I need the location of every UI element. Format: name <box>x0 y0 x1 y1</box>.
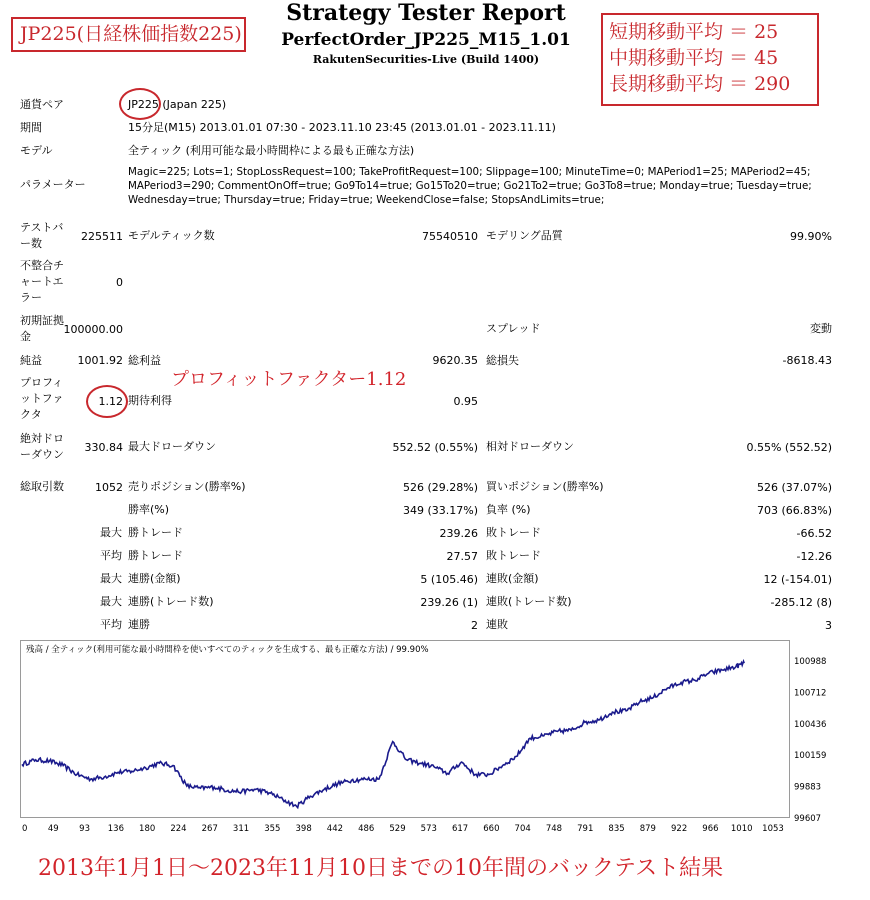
deposit-label-2: 金 <box>20 330 31 343</box>
consec-losses-trades-label: 連敗(トレード数) <box>486 595 572 608</box>
params-line-1: Magic=225; Lots=1; StopLossRequest=100; TakeProfitRequest=100; Slippage=100; MinuteTime=0; MAPeriod1=25; MAPeriod2=45; <box>128 166 811 178</box>
model-value: 全ティック (利用可能な最小時間枠による最も正確な方法) <box>128 144 415 157</box>
x-tick-label: 136 <box>107 824 124 834</box>
x-tick-label: 0 <box>22 824 28 834</box>
short-positions-value: 526 (29.28%) <box>402 481 478 494</box>
balance-chart-frame <box>20 640 790 818</box>
period-value: 15分足(M15) 2013.01.01 07:30 - 2023.11.10 23:45 (2013.01.01 - 2023.11.11) <box>128 121 556 134</box>
largest-win-value: 239.26 <box>439 527 478 540</box>
report-title: Strategy Tester Report <box>286 0 566 26</box>
avg-win-label: 勝トレード <box>128 549 183 562</box>
max-consec-trades-prefix: 最大 <box>100 595 122 608</box>
ma-long-text: 長期移動平均 ＝ 290 <box>609 73 791 95</box>
avg-win-value: 27.57 <box>446 550 478 563</box>
spread-value: 変動 <box>810 322 832 335</box>
consec-losses-money-value: 12 (-154.01) <box>763 573 832 586</box>
pf-label-1: プロフィ <box>20 376 64 389</box>
largest-loss-value: -66.52 <box>796 527 832 540</box>
x-tick-label: 1010 <box>730 824 753 834</box>
model-label: モデル <box>20 144 53 157</box>
expected-payoff-value: 0.95 <box>453 395 478 408</box>
abs-dd-label-2: ーダウン <box>20 448 64 461</box>
quality-label: モデリング品質 <box>486 229 563 242</box>
x-tick-label: 922 <box>671 824 688 834</box>
avg-consec-losses-value: 3 <box>825 619 832 632</box>
x-tick-label: 180 <box>139 824 156 834</box>
average-prefix: 平均 <box>100 549 122 562</box>
largest-prefix: 最大 <box>100 526 122 539</box>
max-consec-money-prefix: 最大 <box>100 572 122 585</box>
y-tick-label: 100988 <box>794 657 827 667</box>
mismatch-label-3: ラー <box>20 291 42 304</box>
ticks-value: 75540510 <box>422 230 478 243</box>
x-tick-label: 49 <box>47 824 59 834</box>
x-tick-label: 311 <box>232 824 250 834</box>
y-tick-label: 100436 <box>794 719 827 730</box>
mismatch-label-1: 不整合チ <box>20 259 64 272</box>
consec-wins-trades-value: 239.26 (1) <box>420 596 478 609</box>
loss-rate-label: 負率 (%) <box>486 503 531 516</box>
avg-consec-wins-label: 連勝 <box>128 618 150 631</box>
ticks-label: モデルティック数 <box>128 229 215 242</box>
params-line-3: Wednesday=true; Thursday=true; Friday=true; WeekendClose=false; StopsAndLimits=true; <box>128 194 605 206</box>
pf-label-3: クタ <box>20 408 42 421</box>
chart-title: 残高 / 全ティック(利用可能な最小時間枠を使いすべてのティックを生成する、最も正確な方法) / 99.90% <box>26 645 429 655</box>
x-tick-label: 791 <box>577 824 594 834</box>
x-tick-label: 267 <box>201 824 218 834</box>
gross-loss-label: 総損失 <box>486 354 519 367</box>
avg-consec-wins-value: 2 <box>471 619 478 632</box>
y-tick-label: 100159 <box>794 751 827 762</box>
x-tick-label: 486 <box>358 824 375 834</box>
x-tick-label: 1053 <box>762 824 784 834</box>
total-trades-value: 1052 <box>95 481 123 494</box>
symbol-rest: (Japan 225) <box>158 98 227 111</box>
symbol-annotation-box: JP225(日経株価指数225) <box>11 17 246 52</box>
x-tick-label: 224 <box>170 824 187 834</box>
expected-payoff-label: 期待利得 <box>128 394 172 407</box>
consec-wins-trades-label: 連勝(トレード数) <box>128 595 214 608</box>
bars-label-2: ー数 <box>20 237 42 250</box>
y-tick-label: 99883 <box>794 782 822 793</box>
deposit-label-1: 初期証拠 <box>20 314 64 327</box>
pf-label-2: ットファ <box>20 392 64 405</box>
max-dd-label: 最大ドローダウン <box>128 440 216 453</box>
footer-annotation: 2013年1月1日～2023年11月10日までの10年間のバックテスト結果 <box>38 856 724 881</box>
gross-profit-value: 9620.35 <box>432 354 478 367</box>
gross-profit-label: 総利益 <box>128 354 161 367</box>
ma-mid-text: 中期移動平均 ＝ 45 <box>609 47 779 69</box>
net-profit-label: 純益 <box>20 354 42 367</box>
params-label: パラメーター <box>20 178 86 191</box>
consec-wins-money-label: 連勝(金額) <box>128 572 181 585</box>
params-line-2: MAPeriod3=290; CommentOnOff=true; Go9To14=true; Go15To20=true; Go21To2=true; Go3To8=true; Monday=true; Tuesday=true; <box>128 180 812 192</box>
x-tick-label: 660 <box>483 824 500 834</box>
symbol-code: JP225 <box>128 98 159 111</box>
pf-value: 1.12 <box>98 395 123 408</box>
long-positions-label: 買いポジション(勝率%) <box>486 480 604 493</box>
long-positions-value: 526 (37.07%) <box>756 481 832 494</box>
quality-value: 99.90% <box>790 230 832 243</box>
pf-annotation: プロフィットファクター1.12 <box>171 369 407 390</box>
consec-losses-money-label: 連敗(金額) <box>486 572 539 585</box>
x-tick-label: 835 <box>608 824 625 834</box>
loss-rate-value: 703 (66.83%) <box>756 504 832 517</box>
abs-dd-label-1: 絶対ドロ <box>20 432 64 445</box>
deposit-value: 100000.00 <box>63 323 123 336</box>
net-profit-value: 1001.92 <box>77 354 123 367</box>
x-tick-label: 573 <box>420 824 437 834</box>
x-tick-label: 93 <box>79 824 90 834</box>
x-tick-label: 617 <box>451 824 469 834</box>
mismatch-value: 0 <box>116 276 123 289</box>
bars-value: 225511 <box>81 230 123 243</box>
mismatch-label-2: ャートエ <box>20 275 64 288</box>
total-trades-label: 総取引数 <box>20 480 64 493</box>
win-rate-label: 勝率(%) <box>128 503 170 516</box>
symbol-label: 通貨ペア <box>20 98 64 111</box>
x-tick-label: 704 <box>514 824 531 834</box>
y-tick-label: 100712 <box>794 688 827 699</box>
largest-loss-label: 敗トレード <box>486 526 541 539</box>
x-tick-label: 879 <box>639 824 656 834</box>
bars-label-1: テストバ <box>20 221 64 234</box>
short-positions-label: 売りポジション(勝率%) <box>128 480 246 493</box>
y-tick-label: 99607 <box>794 814 822 824</box>
x-tick-label: 398 <box>295 824 312 834</box>
win-rate-value: 349 (33.17%) <box>402 504 478 517</box>
ma-short-text: 短期移動平均 ＝ 25 <box>609 21 779 43</box>
avg-loss-label: 敗トレード <box>486 549 541 562</box>
symbol-highlight-circle <box>119 88 161 120</box>
x-tick-label: 355 <box>264 824 281 834</box>
spread-label: スプレッド <box>486 322 541 335</box>
pf-highlight-circle <box>86 385 128 418</box>
x-tick-label: 748 <box>545 824 563 834</box>
consec-losses-trades-value: -285.12 (8) <box>770 596 832 609</box>
x-tick-label: 966 <box>702 824 719 834</box>
consec-wins-money-value: 5 (105.46) <box>420 573 478 586</box>
max-dd-value: 552.52 (0.55%) <box>392 441 478 454</box>
avg-loss-value: -12.26 <box>796 550 832 563</box>
rel-dd-value: 0.55% (552.52) <box>746 441 832 454</box>
x-tick-label: 529 <box>389 824 406 834</box>
broker-info: RakutenSecurities-Live (Build 1400) <box>312 53 540 66</box>
period-label: 期間 <box>20 121 42 134</box>
gross-loss-value: -8618.43 <box>782 354 832 367</box>
ma-annotation-box <box>601 13 819 106</box>
avg-consec-losses-label: 連敗 <box>486 618 508 631</box>
largest-win-label: 勝トレード <box>128 526 183 539</box>
x-tick-label: 442 <box>326 824 344 834</box>
avg-consec-prefix: 平均 <box>100 618 122 631</box>
rel-dd-label: 相対ドローダウン <box>486 440 574 453</box>
abs-dd-value: 330.84 <box>84 441 123 454</box>
ea-name: PerfectOrder_JP225_M15_1.01 <box>281 30 571 50</box>
